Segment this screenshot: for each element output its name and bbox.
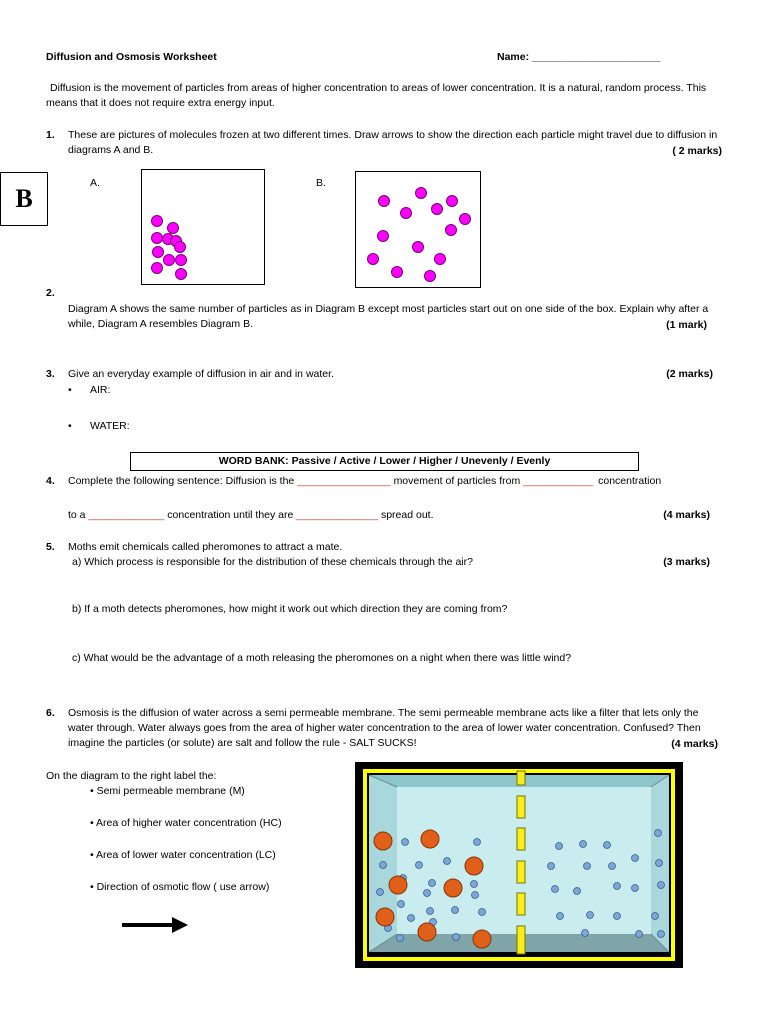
particle bbox=[424, 270, 436, 282]
version-label-box bbox=[0, 172, 48, 226]
particle bbox=[175, 254, 187, 266]
particle bbox=[415, 187, 427, 199]
right-arrow-icon bbox=[120, 914, 190, 936]
q4-line2 bbox=[68, 508, 434, 523]
q1-number: 1. bbox=[46, 129, 55, 141]
diagram-a-label: A. bbox=[90, 177, 100, 189]
label-item-lower-concentration: • Area of lower water concentration (LC) bbox=[90, 849, 276, 861]
particle bbox=[151, 262, 163, 274]
q6-number: 6. bbox=[46, 707, 55, 719]
q4-line1 bbox=[68, 474, 661, 489]
diagram-a-box[interactable] bbox=[141, 169, 265, 285]
worksheet-title: Diffusion and Osmosis Worksheet bbox=[46, 51, 217, 63]
osmosis-tank-diagram[interactable] bbox=[355, 762, 683, 968]
q6-marks: (4 marks) bbox=[671, 738, 718, 750]
word-bank: WORD BANK: Passive / Active / Lower / Higher / Unevenly / Evenly bbox=[130, 452, 639, 471]
q5-part-b: b) If a moth detects pheromones, how might it work out which direction they are coming from? bbox=[72, 603, 508, 615]
q4-text-part3: concentration bbox=[598, 475, 662, 487]
particle bbox=[174, 241, 186, 253]
particle bbox=[434, 253, 446, 265]
version-label: B bbox=[15, 184, 33, 213]
q4-text-part5: concentration until they are bbox=[167, 509, 294, 521]
q4-text-part2: movement of particles from bbox=[393, 475, 521, 487]
q4-number: 4. bbox=[46, 475, 55, 487]
q6-text: Osmosis is the diffusion of water across a semi permeable membrane. The semi permeable membrane acts like a filter that lets only the water through. Water always goes from the area of higher water concentration to the area of lower water concentration. Confused? Then imagine the particles (or solute) are salt and follow the rule - SALT SUCKS! bbox=[68, 707, 701, 749]
intro-paragraph: Diffusion is the movement of particles from areas of higher concentration to areas of lower concentration. It is a natural, random process. This means that it does not require extra energy input. bbox=[46, 82, 707, 109]
q3-text: Give an everyday example of diffusion in air and in water. bbox=[68, 368, 334, 380]
q3-air-label: AIR: bbox=[90, 384, 111, 396]
particle bbox=[400, 207, 412, 219]
q5-part-c: c) What would be the advantage of a moth releasing the pheromones on a night when there was little wind? bbox=[72, 652, 572, 664]
q4-text-part1: Complete the following sentence: Diffusion is the bbox=[68, 475, 295, 487]
q2-marks: (1 mark) bbox=[666, 319, 707, 331]
q3-water-label: WATER: bbox=[90, 420, 130, 432]
q1-text: These are pictures of molecules frozen at two different times. Draw arrows to show the direction each particle might travel due to diffusion in diagrams A and B. bbox=[68, 129, 718, 156]
label-item-membrane: • Semi permeable membrane (M) bbox=[90, 785, 245, 797]
particle bbox=[152, 246, 164, 258]
label-item-osmotic-flow: • Direction of osmotic flow ( use arrow) bbox=[90, 881, 270, 893]
semi-permeable-membrane bbox=[517, 771, 525, 954]
name-field-label[interactable]: Name: ______________________ bbox=[497, 51, 661, 63]
particle bbox=[459, 213, 471, 225]
q5-marks: (3 marks) bbox=[663, 556, 710, 568]
q4-text-part4: to a bbox=[68, 509, 86, 521]
particle bbox=[431, 203, 443, 215]
diagram-b-label: B. bbox=[316, 177, 326, 189]
q4-blank-3[interactable]: _____________ bbox=[88, 509, 165, 521]
q5-part-a: a) Which process is responsible for the distribution of these chemicals through the air? bbox=[72, 556, 473, 568]
q4-marks: (4 marks) bbox=[663, 509, 710, 521]
label-item-higher-concentration: • Area of higher water concentration (HC) bbox=[90, 817, 282, 829]
q5-number: 5. bbox=[46, 541, 55, 553]
particle bbox=[163, 254, 175, 266]
q4-blank-1[interactable]: ________________ bbox=[297, 475, 391, 487]
q4-blank-4[interactable]: ______________ bbox=[296, 509, 379, 521]
q4-blank-2[interactable]: ____________ bbox=[523, 475, 594, 487]
q3-number: 3. bbox=[46, 368, 55, 380]
label-instructions: On the diagram to the right label the: bbox=[46, 770, 217, 782]
q5-text: Moths emit chemicals called pheromones to attract a mate. bbox=[68, 541, 343, 553]
bullet-icon: • bbox=[68, 420, 72, 432]
particle bbox=[367, 253, 379, 265]
q3-marks: (2 marks) bbox=[666, 368, 713, 380]
particle bbox=[446, 195, 458, 207]
bullet-icon: • bbox=[68, 384, 72, 396]
q4-text-part6: spread out. bbox=[380, 509, 434, 521]
q2-number: 2. bbox=[46, 287, 55, 299]
particle bbox=[378, 195, 390, 207]
diagram-b-box[interactable] bbox=[355, 171, 481, 288]
q1-marks: ( 2 marks) bbox=[672, 145, 722, 157]
q2-text: Diagram A shows the same number of particles as in Diagram B except most particles start out on one side of the box. Explain why after a while, Diagram A resembles Diagram B. bbox=[68, 303, 709, 330]
particle bbox=[151, 215, 163, 227]
particle bbox=[412, 241, 424, 253]
particle bbox=[175, 268, 187, 280]
particle bbox=[445, 224, 457, 236]
particle bbox=[391, 266, 403, 278]
particle bbox=[377, 230, 389, 242]
